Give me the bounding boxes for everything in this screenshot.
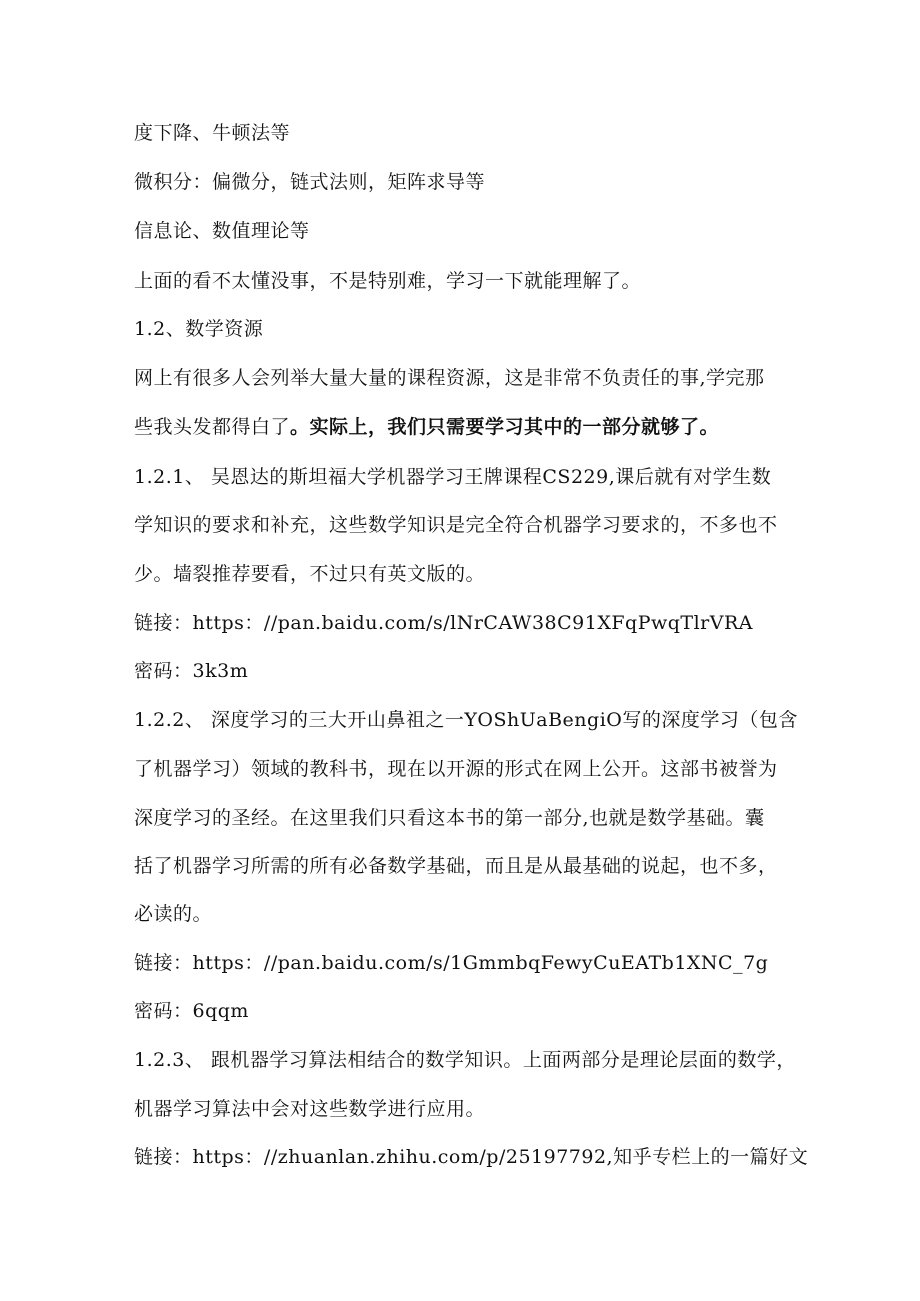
line-text: 1.2.1、 吴恩达的斯坦福大学机器学习王牌课程CS229,课后就有对学生数 bbox=[134, 466, 772, 488]
text-line bbox=[134, 414, 719, 440]
text-line bbox=[134, 169, 485, 195]
line-text: 了机器学习）领域的教科书，现在以开源的形式在网上公开。这部书被誉为 bbox=[134, 758, 778, 780]
line-text: 必读的。 bbox=[134, 903, 213, 925]
text-line bbox=[134, 1047, 796, 1073]
text-line bbox=[134, 1096, 485, 1122]
text-line bbox=[134, 901, 212, 927]
line-text: 密码：3k3m bbox=[134, 660, 249, 682]
line-text: 机器学习算法中会对这些数学进行应用。 bbox=[134, 1098, 486, 1120]
password-line bbox=[134, 658, 248, 684]
line-text: 学知识的要求和补充，这些数学知识是完全符合机器学习要求的，不多也不 bbox=[134, 514, 778, 536]
line-text: 密码：6qqm bbox=[134, 1000, 249, 1022]
line-text: 深度学习的圣经。在这里我们只看这本书的第一部分,也就是数学基础。囊 bbox=[134, 807, 765, 829]
text-line bbox=[134, 707, 798, 733]
text-line bbox=[134, 218, 310, 244]
link-line bbox=[134, 610, 753, 636]
password-line bbox=[134, 998, 249, 1024]
line-text: 链接：https：//zhuanlan.zhihu.com/p/25197792,知乎专栏上的一篇好文 bbox=[134, 1146, 809, 1168]
line-text: 链接：https：//pan.baidu.com/s/lNrCAW38C91XFqPwqTlrVRA bbox=[134, 612, 754, 634]
text-line bbox=[134, 853, 778, 879]
line-text: 1.2.3、 跟机器学习算法相结合的数学知识。上面两部分是理论层面的数学， bbox=[134, 1049, 796, 1071]
line-text: 1.2、数学资源 bbox=[134, 318, 264, 340]
line-text: 少。墙裂推荐要看，不过只有英文版的。 bbox=[134, 563, 486, 585]
line-text: 些我头发都得白了 bbox=[134, 416, 291, 438]
text-line bbox=[134, 512, 778, 538]
line-text: 链接：https：//pan.baidu.com/s/1GmmbqFewyCuEATb1XNC_7g bbox=[134, 952, 769, 974]
line-text: 上面的看不太懂没事，不是特别难，学习一下就能理解了。 bbox=[134, 270, 642, 292]
text-line bbox=[134, 268, 641, 294]
text-line bbox=[134, 805, 765, 831]
bold-emphasis-text: 。实际上，我们只需要学习其中的一部分就够了。 bbox=[290, 416, 720, 438]
text-line bbox=[134, 561, 485, 587]
line-text: 微积分：偏微分，链式法则，矩阵求导等 bbox=[134, 171, 486, 193]
line-text: 括了机器学习所需的所有必备数学基础，而且是从最基础的说起，也不多， bbox=[134, 855, 778, 877]
text-line bbox=[134, 120, 290, 146]
link-line bbox=[134, 1144, 808, 1170]
section-heading bbox=[134, 316, 263, 342]
text-line bbox=[134, 365, 765, 391]
line-text: 1.2.2、 深度学习的三大开山鼻祖之一YOShUaBengiO写的深度学习（包含 bbox=[134, 709, 798, 731]
line-text: 信息论、数值理论等 bbox=[134, 220, 310, 242]
line-text: 度下降、牛顿法等 bbox=[134, 122, 291, 144]
link-line bbox=[134, 950, 768, 976]
text-line bbox=[134, 756, 778, 782]
line-text: 网上有很多人会列举大量大量的课程资源，这是非常不负责任的事,学完那 bbox=[134, 367, 765, 389]
text-line bbox=[134, 464, 771, 490]
